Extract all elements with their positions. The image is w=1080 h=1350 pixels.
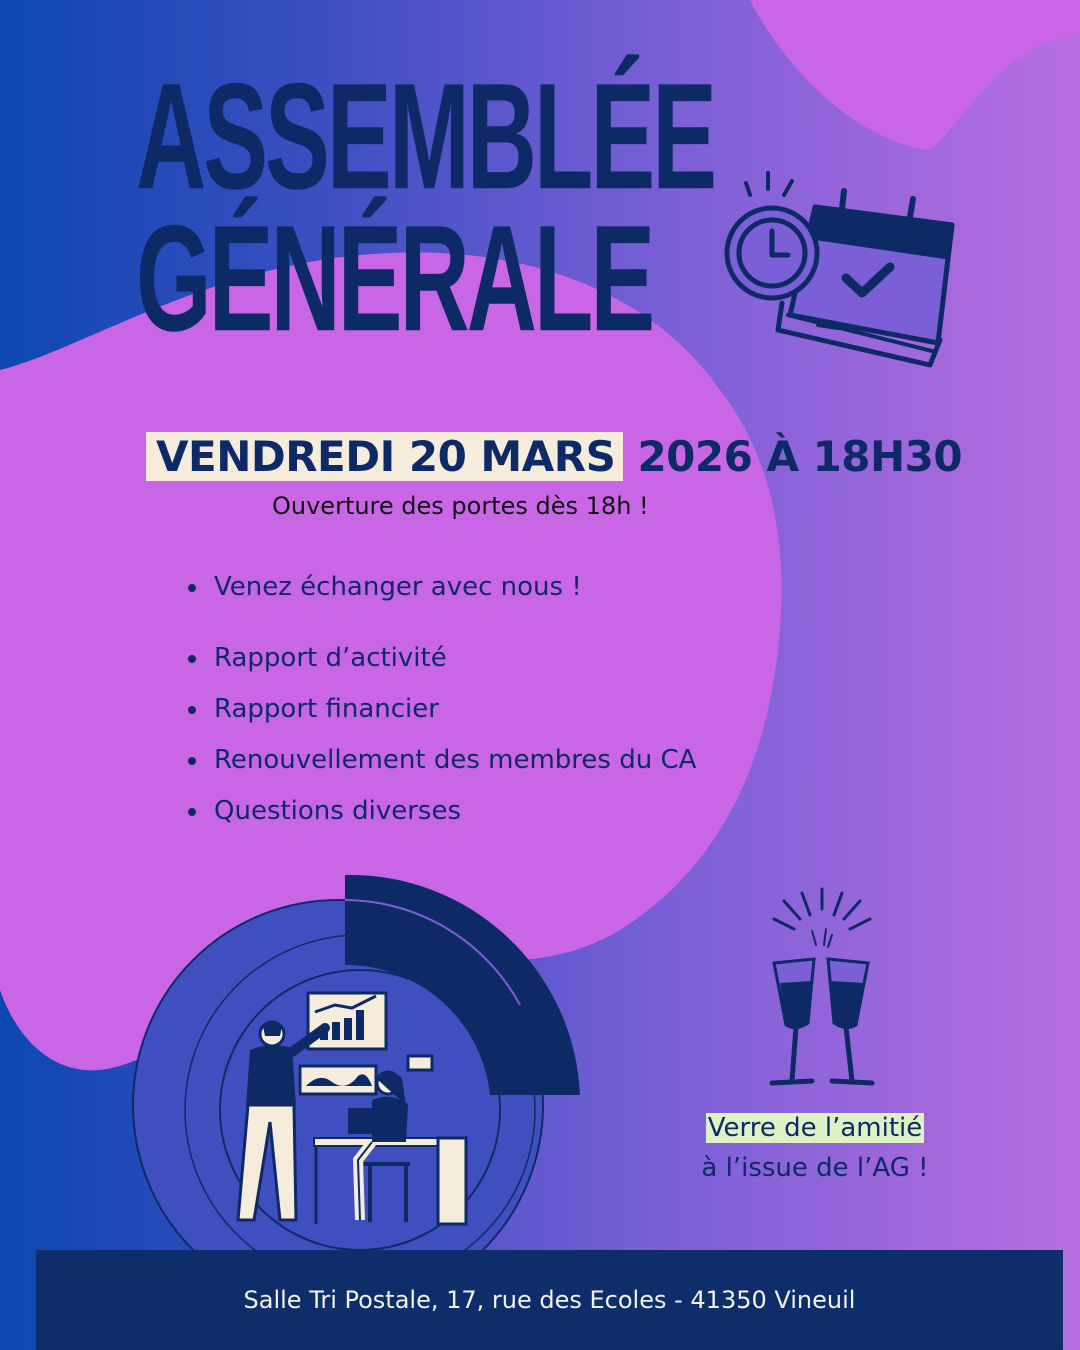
doors-opening-note: Ouverture des portes dès 18h !	[272, 492, 649, 520]
footer-bar	[36, 1250, 1063, 1350]
drink-line-2: à l’issue de l’AG !	[701, 1153, 929, 1183]
agenda-intro-item: Venez échanger avec nous !	[186, 562, 582, 613]
event-date-rest: 2026 À 18H30	[637, 432, 963, 481]
drink-line-1: Verre de l’amitié	[707, 1113, 923, 1143]
event-date-line	[146, 432, 962, 481]
agenda-list	[186, 633, 696, 837]
agenda-item: Rapport financier	[186, 684, 696, 735]
title-line-1: ASSEMBLÉE	[136, 52, 715, 222]
office-meeting-illustration	[120, 860, 620, 1260]
agenda-item: Rapport d’activité	[186, 633, 696, 684]
title-line-2: GÉNÉRALE	[136, 194, 653, 364]
event-date-highlight: VENDREDI 20 MARS	[146, 432, 623, 481]
agenda-item: Questions diverses	[186, 786, 696, 837]
agenda-intro-list	[186, 562, 582, 613]
champagne-glasses-icon	[752, 885, 902, 1095]
pink-blob-top-right	[750, 0, 1080, 150]
venue-address: Salle Tri Postale, 17, rue des Ecoles - 41350 Vineuil	[243, 1286, 856, 1314]
agenda-item: Renouvellement des membres du CA	[186, 735, 696, 786]
friendship-drink-note	[640, 1108, 990, 1188]
calendar-clock-icon	[720, 165, 980, 380]
